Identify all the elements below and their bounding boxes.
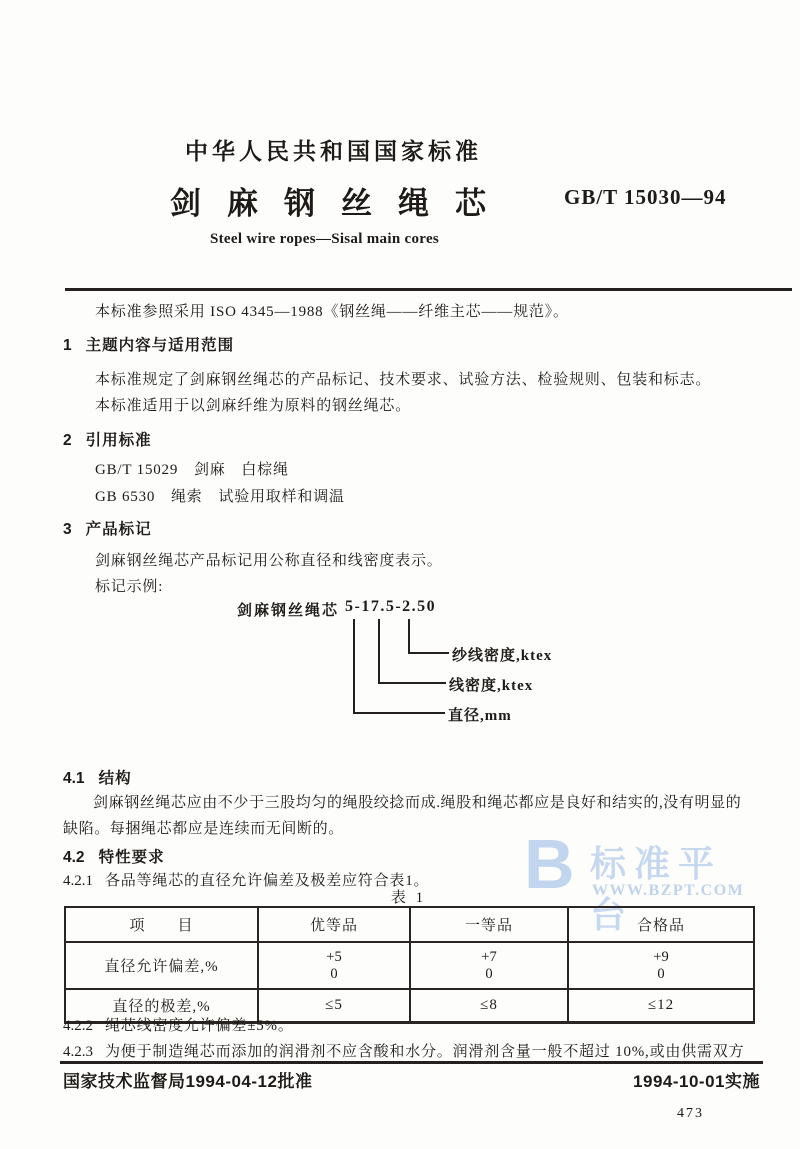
section-1-number: 1 xyxy=(63,337,72,354)
document-title: 剑麻钢丝绳芯 xyxy=(170,186,512,221)
section-3-para-1: 剑麻钢丝绳芯产品标记用公称直径和线密度表示。 xyxy=(95,553,443,569)
clause-4-2-3 xyxy=(63,1040,744,1061)
intro-paragraph: 本标准参照采用 ISO 4345—1988《钢丝绳——纤维主芯——规范》。 xyxy=(95,304,569,320)
table-1 xyxy=(64,906,755,1024)
callout-line-diameter-vertical xyxy=(353,619,355,714)
cell-premium-deviation-upper: +5 xyxy=(326,948,342,965)
callout-line-linear-density-vertical xyxy=(378,619,380,684)
cell-premium-deviation xyxy=(258,942,410,989)
footer-rule xyxy=(60,1061,763,1064)
label-yarn-density: 纱线密度,ktex xyxy=(452,648,553,664)
section-2-number: 2 xyxy=(63,432,72,449)
table-1-header-premium-grade: 优等品 xyxy=(258,907,410,942)
approval-notice: 国家技术监督局1994-04-12批准 xyxy=(63,1072,313,1091)
cell-first-deviation-upper: +7 xyxy=(481,948,497,965)
section-1-para-2: 本标准适用于以剑麻纤维为原料的钢丝绳芯。 xyxy=(95,398,412,414)
table-1-caption: 表 1 xyxy=(390,890,427,906)
section-4-1-body: 剑麻钢丝绳芯应由不少于三股均匀的绳股绞捻而成.绳股和绳芯都应是良好和结实的,没有明显的缺陷。每捆绳芯都应是连续而无间断的。 xyxy=(63,795,742,837)
watermark-url-text: WWW.BZPT.COM xyxy=(592,882,745,899)
section-2-title: 引用标准 xyxy=(85,432,152,449)
section-3-title: 产品标记 xyxy=(85,521,152,538)
clause-4-2-2-text: 绳芯线密度允许偏差±5%。 xyxy=(105,1018,294,1034)
english-title: Steel wire ropes—Sisal main cores xyxy=(210,231,440,247)
watermark-brand-text: 标准平台 xyxy=(590,843,723,935)
header-rule xyxy=(65,288,792,291)
label-diameter: 直径,mm xyxy=(448,708,512,724)
diagram-product-name: 剑麻钢丝绳芯 xyxy=(237,602,340,619)
callout-line-linear-density-horizontal xyxy=(378,682,446,684)
section-2-heading xyxy=(63,428,152,450)
section-1-title: 主题内容与适用范围 xyxy=(85,337,235,354)
page-number: 473 xyxy=(677,1106,704,1121)
section-3-para-2: 标记示例: xyxy=(95,579,164,595)
section-1-para-1: 本标准规定了剑麻钢丝绳芯的产品标记、技术要求、试验方法、检验规则、包装和标志。 xyxy=(95,372,712,388)
bzpt-logo-icon: B xyxy=(524,825,575,903)
standard-code: GB/T 15030—94 xyxy=(564,185,727,209)
clause-4-2-2-number: 4.2.2 xyxy=(63,1018,93,1034)
section-1-heading xyxy=(63,333,234,355)
row-label-diameter-deviation: 直径允许偏差,% xyxy=(65,942,258,989)
reference-standard-1: GB/T 15029 剑麻 白棕绳 xyxy=(95,462,289,478)
cell-premium-deviation-lower: 0 xyxy=(330,965,338,982)
section-4-2-heading xyxy=(63,845,165,867)
section-4-2-title: 特性要求 xyxy=(98,849,165,866)
table-1-header-row xyxy=(65,907,754,942)
section-4-1-title: 结构 xyxy=(98,770,132,787)
clause-4-2-1-number: 4.2.1 xyxy=(63,873,93,889)
section-4-1-heading xyxy=(63,766,132,788)
cell-qualified-deviation xyxy=(568,942,754,989)
table-1-header-qualified-grade: 合格品 xyxy=(568,907,754,942)
cell-first-deviation-lower: 0 xyxy=(485,965,493,982)
section-3-number: 3 xyxy=(63,521,72,538)
callout-line-yarn-density-vertical xyxy=(408,619,410,654)
cell-premium-range: ≤5 xyxy=(258,989,410,1023)
section-4-1-number: 4.1 xyxy=(63,770,85,787)
clause-4-2-3-number: 4.2.3 xyxy=(63,1044,93,1060)
diagram-designation: 5-17.5-2.50 xyxy=(345,598,437,615)
implementation-notice: 1994-10-01实施 xyxy=(633,1072,760,1091)
cell-qualified-deviation-lower: 0 xyxy=(657,965,665,982)
national-standard-title: 中华人民共和国国家标准 xyxy=(185,138,482,164)
callout-line-diameter-horizontal xyxy=(353,712,445,714)
table-1-header-item: 项 目 xyxy=(65,907,258,942)
label-linear-density: 线密度,ktex xyxy=(449,678,534,694)
marking-example-diagram xyxy=(237,598,677,728)
section-3-heading xyxy=(63,517,152,539)
row-label-diameter-range: 直径的极差,% xyxy=(65,989,258,1023)
cell-qualified-deviation-upper: +9 xyxy=(653,948,669,965)
reference-standard-2: GB 6530 绳索 试验用取样和调温 xyxy=(95,489,345,505)
cell-first-range: ≤8 xyxy=(410,989,568,1023)
cell-first-deviation xyxy=(410,942,568,989)
clause-4-2-3-text: 为便于制造绳芯而添加的润滑剂不应含酸和水分。润滑剂含量一般不超过 10%,或由供需双方 xyxy=(105,1044,745,1060)
clause-4-2-1-text: 各品等绳芯的直径允许偏差及极差应符合表1。 xyxy=(105,873,430,889)
clause-4-2-2 xyxy=(63,1014,294,1035)
cell-qualified-range: ≤12 xyxy=(568,989,754,1023)
section-4-2-number: 4.2 xyxy=(63,849,85,866)
table-1-header-first-grade: 一等品 xyxy=(410,907,568,942)
table-1-row-diameter-deviation xyxy=(65,942,754,989)
callout-line-yarn-density-horizontal xyxy=(408,652,449,654)
